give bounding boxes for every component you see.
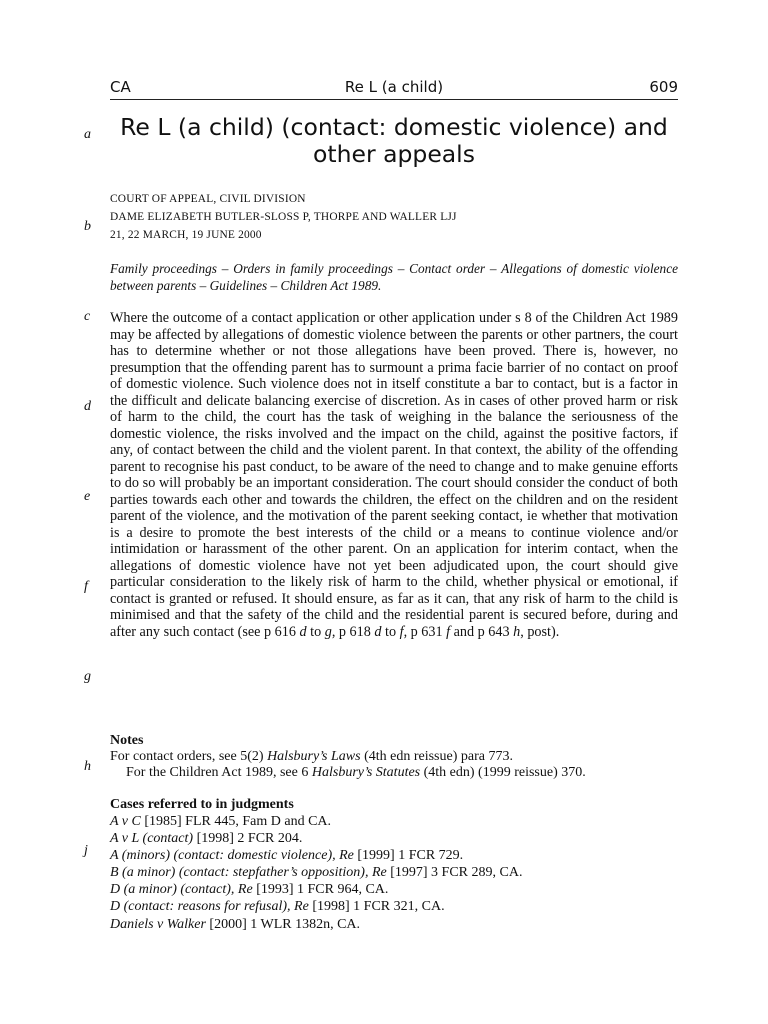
case-name: D (contact: reasons for refusal), Re — [110, 899, 309, 915]
headnote-text: to — [381, 623, 400, 640]
notes-heading: Notes — [110, 733, 144, 748]
notes-line-contact-orders — [110, 749, 700, 765]
header-rule — [110, 99, 678, 100]
case-citation — [110, 864, 678, 881]
headnote-text: and p 643 — [450, 623, 514, 640]
court-name: COURT OF APPEAL, CIVIL DIVISION — [110, 193, 306, 205]
case-name: A v C — [110, 814, 141, 829]
margin-letter-g: g — [84, 669, 91, 684]
case-citation — [110, 830, 678, 847]
running-head-court: CA — [110, 78, 131, 96]
headnote-text: , post). — [520, 623, 560, 640]
case-name: A (minors) (contact: domestic violence), Re — [110, 848, 354, 864]
case-name: Daniels v Walker — [110, 916, 206, 932]
notes-text: For contact orders, see 5(2) — [110, 749, 268, 764]
case-citation — [110, 847, 678, 864]
page-number: 609 — [649, 78, 678, 96]
page-ref-letter: f — [399, 623, 404, 640]
running-head-case: Re L (a child) — [344, 78, 444, 96]
case-reference: [1998] 1 FCR 321, CA. — [308, 899, 445, 915]
notes-text: For the Children Act 1989, see 6 — [126, 765, 312, 780]
case-citation — [110, 916, 678, 933]
catchwords: Family proceedings – Orders in family proceedings – Contact order – Allegations of domestic violence between parents – Guidelines – Children Act 1989. — [110, 261, 678, 293]
case-citation — [110, 813, 678, 830]
headnote-text: , p 631 — [403, 623, 447, 640]
case-reference: [1999] 1 FCR 729. — [353, 848, 464, 864]
case-citation — [110, 898, 678, 915]
margin-letter-b: b — [84, 219, 91, 234]
case-reference: [1993] 1 FCR 964, CA. — [252, 882, 389, 898]
page-ref-letter: d — [374, 623, 382, 640]
headnote-text: , p 618 — [331, 623, 375, 640]
case-name: D (a minor) (contact), Re — [110, 882, 253, 898]
margin-letter-e: e — [84, 489, 91, 504]
case-title: Re L (a child) (contact: domestic violence) and other appeals — [120, 113, 668, 168]
page-ref-letter: f — [446, 623, 451, 640]
page-ref-letter: g — [324, 623, 332, 640]
margin-letter-f: f — [84, 579, 88, 594]
page-ref-letter: h — [513, 623, 521, 640]
notes-line-children-act — [126, 765, 716, 781]
headnote-text: to — [306, 623, 325, 640]
notes-reference-title: Halsbury’s Statutes — [311, 765, 421, 780]
cases-list — [110, 813, 678, 933]
margin-letter-d: d — [84, 399, 91, 414]
case-reference: [2000] 1 WLR 1382n, CA. — [205, 916, 361, 932]
case-citation — [110, 881, 678, 898]
case-name: A v L (contact) — [110, 831, 194, 847]
headnote — [110, 310, 678, 640]
running-head — [110, 78, 678, 98]
cases-heading: Cases referred to in judgments — [110, 797, 294, 812]
page-ref-letter: d — [299, 623, 307, 640]
hearing-dates: 21, 22 MARCH, 19 JUNE 2000 — [110, 229, 262, 241]
case-reference: [1997] 3 FCR 289, CA. — [386, 865, 523, 881]
notes-reference-title: Halsbury’s Laws — [267, 749, 361, 764]
judges: DAME ELIZABETH BUTLER-SLOSS P, THORPE AND WALLER LJJ — [110, 211, 457, 223]
notes-text: (4th edn reissue) para 773. — [360, 749, 513, 764]
case-reference: [1985] FLR 445, Fam D and CA. — [140, 814, 332, 829]
case-name: B (a minor) (contact: stepfather’s opposition), Re — [110, 865, 387, 881]
notes-text: (4th edn) (1999 reissue) 370. — [420, 765, 586, 780]
margin-letter-c: c — [84, 309, 91, 324]
margin-letter-j: j — [84, 843, 88, 858]
margin-letter-a: a — [84, 127, 91, 142]
margin-letter-h: h — [84, 759, 91, 774]
headnote-body: Where the outcome of a contact application or other application under s 8 of the Children Act 1989 may be affected by allegations of domestic violence between the parents or other partners, the court has to determine whether or not those allegations have been proved. There is, however, no presumption that the offending parent has to surmount a prima facie barrier of no contact on proof of domestic violence. Such violence does not in itself constitute a bar to contact, but is a factor in the difficult and delicate balancing exercise of discretion. As in cases of other proved harm or risk of harm to the child, the court has the task of weighing in the balance the seriousness of the domestic violence, the risks involved and the impact on the child, against the positive factors, if any, of contact between the child and the violent parent. In that context, the ability of the offending parent to recognise his past conduct, to be aware of the need to change and to make genuine efforts to do so will probably be an important consideration. The court should consider the conduct of both parties towards each other and towards the children, the effect on the children and on the resident parent of the violence, and the motivation of the parent seeking contact, ie whether that motivation is a desire to promote the best interests of the child or a means to continue violence and/or intimidation or harassment of the other parent. On an application for interim contact, when the allegations of domestic violence have not yet been adjudicated upon, the court should give particular consideration to the likely risk of harm to the child, whether physical or emotional, if contact is granted or refused. It should ensure, as far as it can, that any risk of harm to the child is minimised and that the safety of the child and the residential parent is secured before, during and after any such contact (see p 616 — [110, 310, 678, 640]
case-reference: [1998] 2 FCR 204. — [193, 831, 303, 847]
